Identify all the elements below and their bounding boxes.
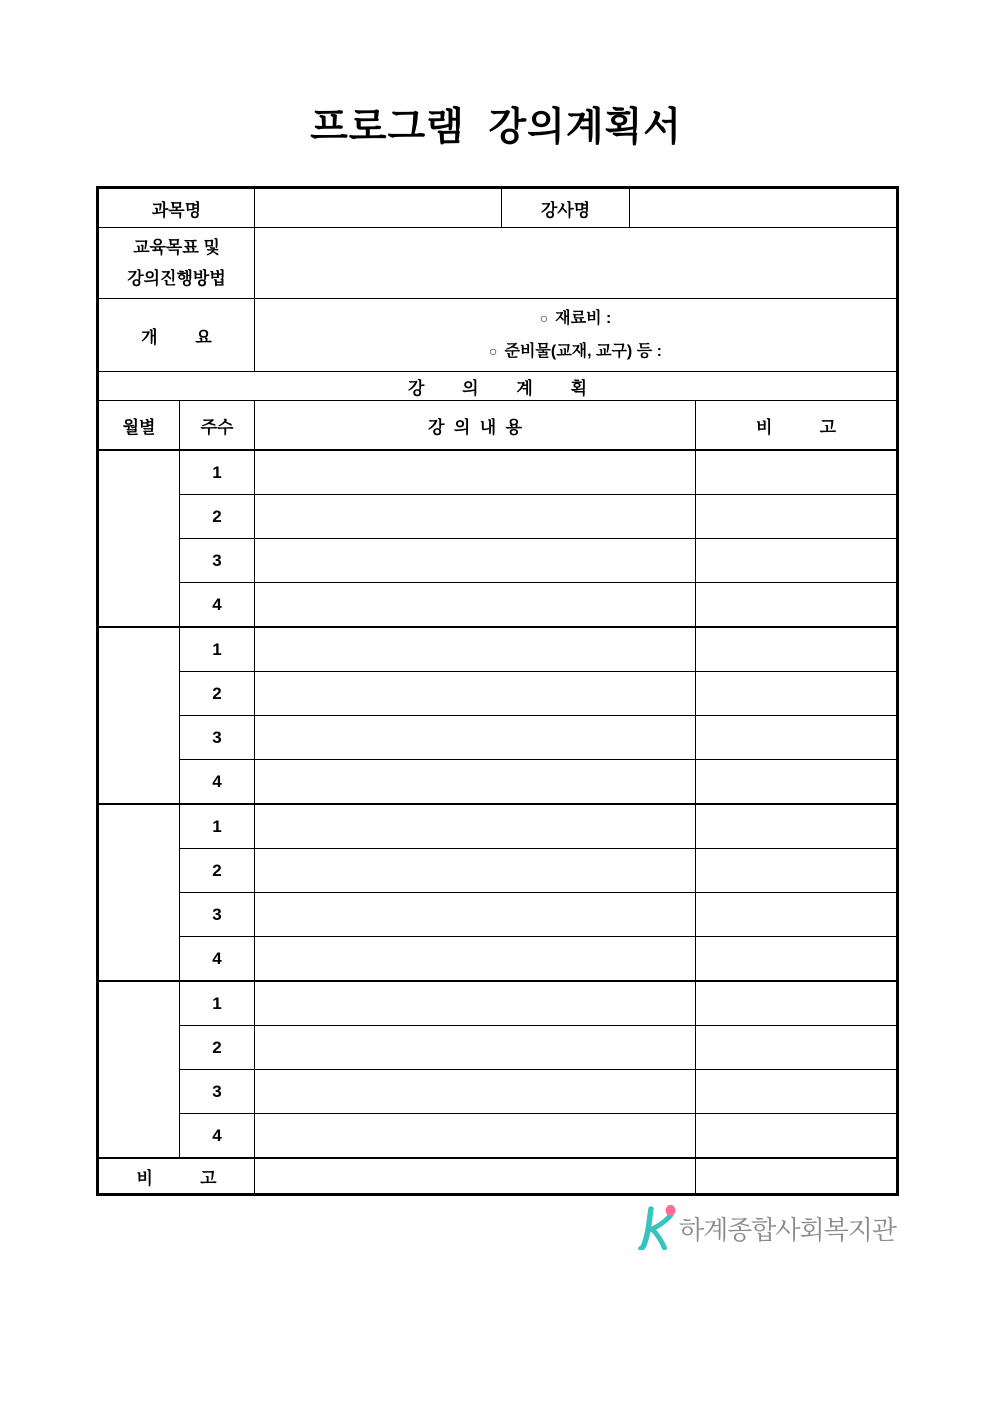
plan-section-title-cell: 강 의 계 획: [98, 372, 898, 401]
subject-value-cell: [255, 188, 502, 228]
circle-bullet-icon: ○: [539, 310, 549, 326]
instructor-value-cell: [630, 188, 898, 228]
week-header-cell: 주수: [180, 401, 255, 451]
lecture-content-cell: [255, 849, 696, 893]
week-number-cell: 1: [180, 450, 255, 495]
overview-label-cell: 개 요: [98, 299, 255, 372]
overview-content-cell: [255, 299, 898, 372]
note-cell: [696, 495, 898, 539]
lecture-content-cell: [255, 1070, 696, 1114]
subject-label-cell: 과목명: [98, 188, 255, 228]
note-cell: [696, 760, 898, 805]
note-cell: [696, 893, 898, 937]
lecture-content-cell: [255, 1026, 696, 1070]
lecture-content-cell: [255, 804, 696, 849]
person-figure-icon: [638, 1204, 676, 1255]
week-number-cell: 4: [180, 1114, 255, 1159]
month-cell: [98, 627, 180, 804]
lecture-content-cell: [255, 981, 696, 1026]
note-cell: [696, 1114, 898, 1159]
objectives-label-line2: 강의진행방법: [127, 269, 226, 288]
lecture-content-cell: [255, 937, 696, 982]
note-cell: [696, 583, 898, 628]
lecture-content-cell: [255, 1114, 696, 1159]
overview-item-supplies: [255, 335, 896, 368]
note-cell: [696, 1026, 898, 1070]
note-cell: [696, 672, 898, 716]
lecture-content-cell: [255, 760, 696, 805]
logo-text: 하계종합사회복지관: [678, 1214, 896, 1245]
note-cell: [696, 450, 898, 495]
note-cell: [696, 716, 898, 760]
week-number-cell: 3: [180, 539, 255, 583]
lecture-content-cell: [255, 716, 696, 760]
week-number-cell: 4: [180, 583, 255, 628]
overview-item-materials-cost: [255, 302, 896, 335]
week-number-cell: 2: [180, 1026, 255, 1070]
lecture-content-cell: [255, 495, 696, 539]
note-cell: [696, 627, 898, 672]
week-number-cell: 1: [180, 981, 255, 1026]
month-cell: [98, 450, 180, 627]
instructor-label-cell: 강사명: [502, 188, 630, 228]
week-number-cell: 4: [180, 937, 255, 982]
note-cell: [696, 937, 898, 982]
page-title: 프로그램 강의계획서: [310, 106, 682, 149]
objectives-label-cell: [98, 228, 255, 299]
lecture-content-cell: [255, 450, 696, 495]
lecture-content-cell: [255, 893, 696, 937]
remark-label-cell: 비 고: [98, 1158, 255, 1195]
month-cell: [98, 804, 180, 981]
month-cell: [98, 981, 180, 1158]
note-header-cell: 비 고: [696, 401, 898, 451]
welfare-center-logo: [0, 1204, 896, 1255]
week-number-cell: 3: [180, 716, 255, 760]
lecture-content-cell: [255, 583, 696, 628]
week-number-cell: 1: [180, 804, 255, 849]
week-number-cell: 3: [180, 893, 255, 937]
note-cell: [696, 804, 898, 849]
remark-value-cell: [255, 1158, 696, 1195]
objectives-label-line1: 교육목표 및: [133, 238, 220, 257]
week-number-cell: 2: [180, 849, 255, 893]
lecture-plan-form: [96, 186, 899, 1196]
lecture-content-cell: [255, 627, 696, 672]
circle-bullet-icon: ○: [489, 343, 498, 359]
remark-note-cell: [696, 1158, 898, 1195]
note-cell: [696, 849, 898, 893]
lecture-content-cell: [255, 539, 696, 583]
week-number-cell: 2: [180, 672, 255, 716]
note-cell: [696, 1070, 898, 1114]
content-header-cell: 강 의 내 용: [255, 401, 696, 451]
overview-item-text: 준비물(교재, 교구) 등 :: [504, 343, 662, 360]
note-cell: [696, 539, 898, 583]
week-number-cell: 1: [180, 627, 255, 672]
week-number-cell: 2: [180, 495, 255, 539]
month-header-cell: 월별: [98, 401, 180, 451]
objectives-value-cell: [255, 228, 898, 299]
week-number-cell: 3: [180, 1070, 255, 1114]
note-cell: [696, 981, 898, 1026]
week-number-cell: 4: [180, 760, 255, 805]
overview-item-text: 재료비 :: [555, 310, 612, 327]
lecture-content-cell: [255, 672, 696, 716]
